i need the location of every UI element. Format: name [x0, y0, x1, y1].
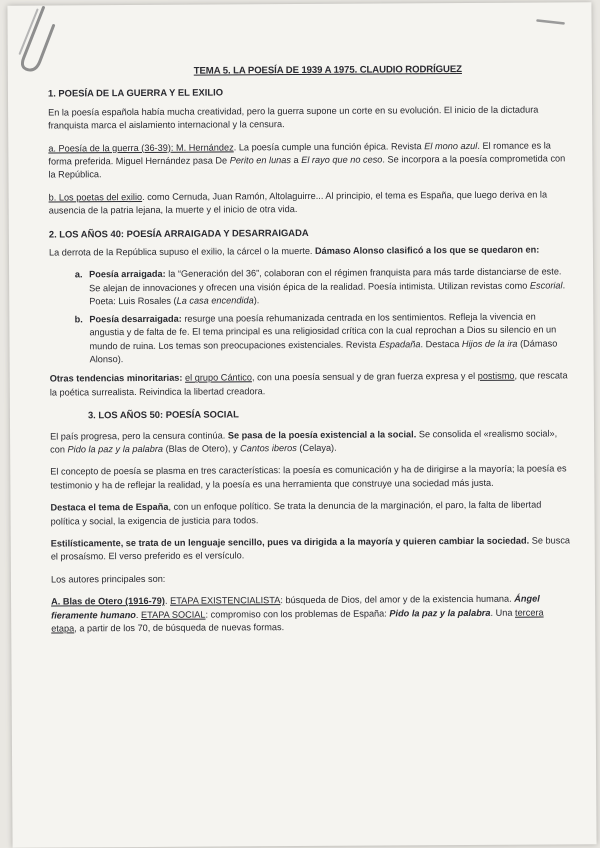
section-1-intro: En la poesía española había mucha creatividad, pero la guerra supone un corte en su evolución. El inicio de la dictadura franquista marca el aislamiento internacional y la censura.	[48, 104, 539, 131]
section-3-p2: El concepto de poesía se plasma en tres características: la poesía es comunicación y ha de dirigirse a la mayoría; la poesía es testimonio y ha de reflejar la realidad, y la poesía es una herramienta que construye una sociedad más justa.	[50, 463, 567, 491]
section-3-p4: Estilísticamente, se trata de un lenguaje sencillo, pues va dirigida a la mayoría y quieren cambiar la sociedad. Se busca el prosaísmo. El verso preferido es el versículo.	[50, 535, 571, 562]
section-3-heading: 3. LOS AÑOS 50: POESÍA SOCIAL	[87, 408, 239, 421]
section-2-list	[49, 266, 570, 367]
document-page	[7, 2, 596, 848]
section-2-other-trends: Otras tendencias minoritarias: el grupo Cántico, con una poesía sensual y de gran fuerza expresa y el postismo, que rescata la poética surrealista. Reivindica la libertad creadora.	[49, 370, 568, 398]
document-content	[48, 62, 572, 645]
scratch-mark-icon	[536, 16, 566, 26]
section-3-p5: Los autores principales son:	[50, 573, 166, 585]
section-3-p1: El país progresa, pero la censura continúa. Se pasa de la poesía existencial a la social. Se consolida el «realismo social», con Pido la paz y la palabra (Blas de Otero), y Cantos iberos (Celaya).	[50, 427, 558, 455]
section-3-p6: A. Blas de Otero (1916-79). ETAPA EXISTENCIALISTA: búsqueda de Dios, del amor y de la existencia humana. Ángel fieramente humano. ETAPA SOCIAL: compromiso con los problemas de España: Pido la paz y la palabra. Una tercera etapa, a partir de los 70, de búsqueda de nuevas formas.	[51, 593, 544, 634]
item-b-label: b. Los poetas del exilio	[48, 191, 143, 203]
section-2-heading: 2. LOS AÑOS 40: POESÍA ARRAIGADA Y DESARRAIGADA	[48, 226, 309, 240]
item-a-label: a. Poesía de la guerra (36-39): M. Hernández	[48, 142, 234, 154]
section-1-item-b: b. Los poetas del exilio. como Cernuda, Juan Ramón, Altolaguirre... Al principio, el tema es España, que luego deriva en la ausencia de la patria lejana, la muerte y el inicio de otra vida.	[48, 189, 548, 216]
section-1-heading: 1. POESÍA DE LA GUERRA Y EL EXILIO	[47, 86, 224, 99]
list-item: a. Poesía arraigada: la “Generación del 36”, colaboran con el régimen franquista para más tarde distanciarse de este. Se alejan de innovaciones y ofrecen una visión épica de la realidad. Poesía intimista. Utilizan revistas como Escorial. Poeta: Luis Rosales (La casa encendida).	[85, 266, 569, 309]
page-title: TEMA 5. LA POESÍA DE 1939 A 1975. CLAUDIO RODRÍGUEZ	[193, 64, 462, 77]
list-item: b. Poesía desarraigada: resurge una poesía rehumanizada centrada en los sentimientos. Refleja la vivencia en angustia y de falta de fe. El tema principal es una religiosidad crítica con la cual reprochan a Dios su silencio en un mundo de ruina. Los temas son preocupaciones existenciales. Revista Espadaña. Destaca Hijos de la ira (Dámaso Alonso).	[85, 310, 569, 367]
section-2-intro: La derrota de la República supuso el exilio, la cárcel o la muerte. Dámaso Alonso clasificó a los que se quedaron en:	[48, 244, 540, 258]
section-3-p3: Destaca el tema de España, con un enfoque político. Se trata la denuncia de la marginación, el paro, la falta de libertad política y social, la exigencia de justicia para todos.	[50, 499, 542, 527]
section-1-item-a: a. Poesía de la guerra (36-39): M. Hernández. La poesía cumple una función épica. Revista El mono azul. El romance es la forma preferida. Miguel Hernández pasa De Perito en lunas a El rayo que no ceso. Se incorpora a la poesía comprometida con la República.	[48, 140, 566, 180]
